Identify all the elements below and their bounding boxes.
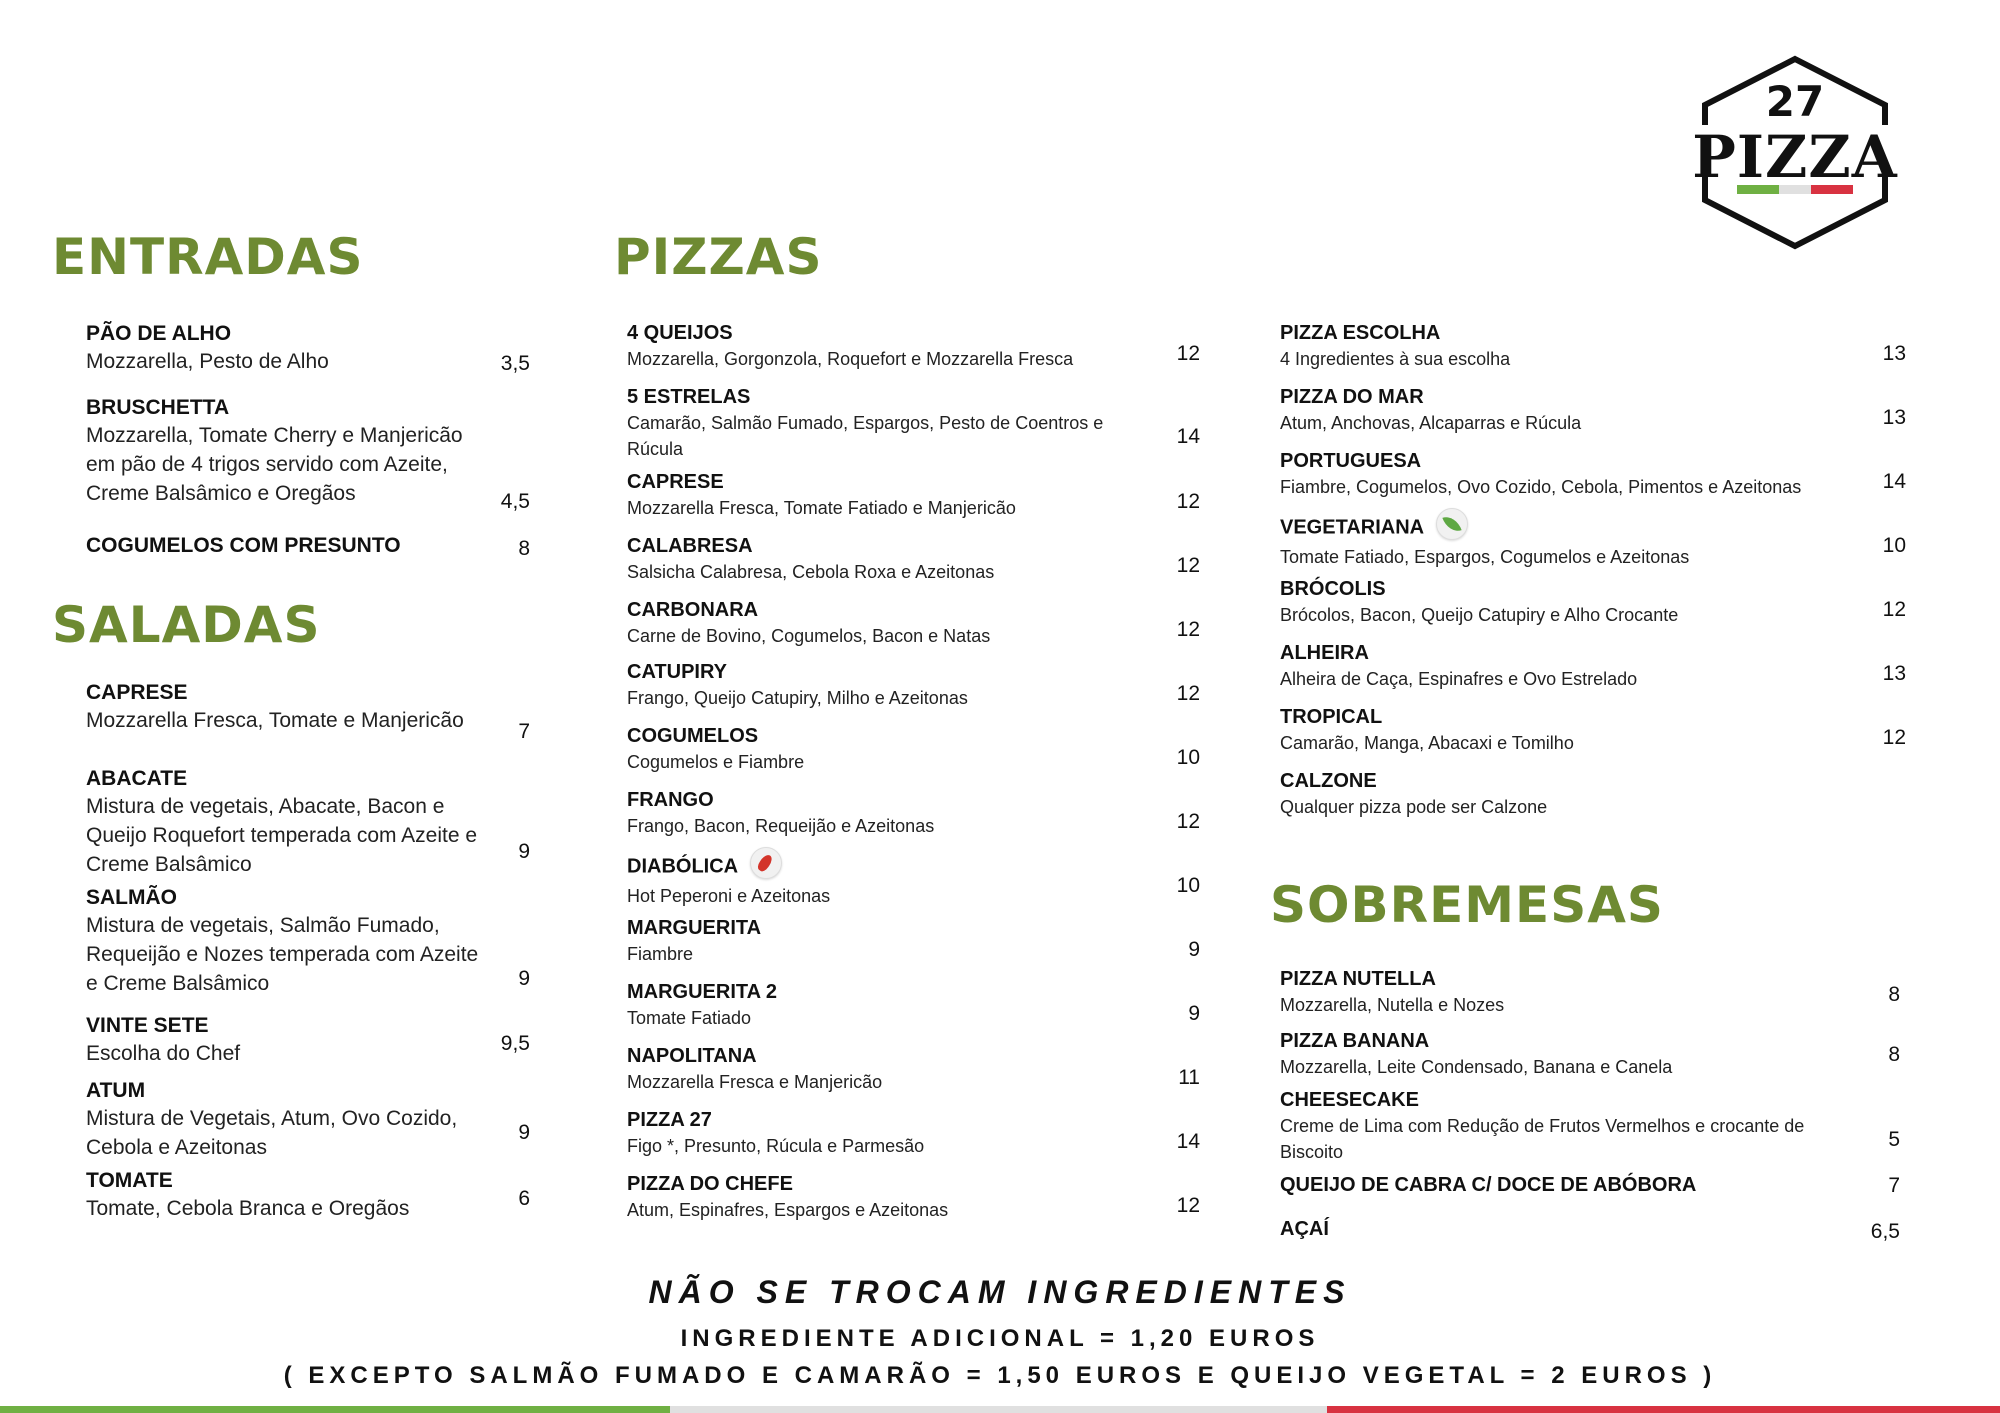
- item-price: 9: [1188, 1002, 1200, 1025]
- entradas-title: ENTRADAS: [52, 228, 364, 286]
- item-name: PIZZA DO CHEFE: [627, 1173, 793, 1195]
- menu-item: [1280, 1087, 1860, 1165]
- menu-item: [1280, 1216, 1860, 1242]
- item-desc: Mistura de vegetais, Abacate, Bacon e Queijo Roquefort temperada com Azeite e Creme Balsâmico: [86, 795, 478, 876]
- menu-item: [86, 395, 486, 508]
- menu-item: [627, 1043, 1147, 1095]
- item-price: 14: [1176, 1130, 1200, 1153]
- item-desc: Salsicha Calabresa, Cebola Roxa e Azeitonas: [627, 562, 995, 582]
- item-price: 13: [1882, 662, 1906, 685]
- item-price: 13: [1882, 342, 1906, 365]
- item-desc: Escolha do Chef: [86, 1042, 241, 1065]
- item-price: 9: [518, 840, 530, 863]
- item-name: CHEESECAKE: [1280, 1089, 1419, 1111]
- item-desc: Camarão, Manga, Abacaxi e Tomilho: [1280, 733, 1574, 753]
- menu-item: [1280, 576, 1860, 628]
- item-price: 6,5: [1870, 1220, 1900, 1243]
- flag-bar-red: [1327, 1406, 2000, 1413]
- item-desc: Mozzarella, Gorgonzola, Roquefort e Mozzarella Fresca: [627, 349, 1074, 369]
- logo-number: 27: [1765, 77, 1825, 126]
- menu-item: [627, 597, 1147, 649]
- menu-item: [1280, 640, 1860, 692]
- item-name: CALZONE: [1280, 770, 1377, 792]
- item-name: ATUM: [86, 1079, 146, 1102]
- menu-item: [627, 469, 1147, 521]
- item-price: 12: [1176, 342, 1200, 365]
- menu-item: [1280, 1172, 1860, 1198]
- item-desc: Hot Peperoni e Azeitonas: [627, 886, 831, 906]
- item-name-text: DIABÓLICA: [627, 855, 739, 878]
- item-price: 10: [1176, 874, 1200, 897]
- menu-item: [86, 321, 486, 376]
- item-name: MARGUERITA 2: [627, 981, 777, 1003]
- item-price: 12: [1176, 810, 1200, 833]
- flag-bar-white: [670, 1406, 1327, 1413]
- menu-item: [86, 1168, 486, 1223]
- item-desc: Tomate Fatiado: [627, 1008, 752, 1028]
- saladas-title: SALADAS: [52, 596, 321, 654]
- menu-item: [1280, 512, 1860, 570]
- item-price: 10: [1176, 746, 1200, 769]
- item-name: PORTUGUESA: [1280, 450, 1422, 472]
- item-desc: Mozzarella Fresca, Tomate Fatiado e Manjericão: [627, 498, 1016, 518]
- item-desc: Mozzarella Fresca e Manjericão: [627, 1072, 883, 1092]
- item-desc: Carne de Bovino, Cogumelos, Bacon e Natas: [627, 626, 991, 646]
- menu-item: [1280, 448, 1860, 500]
- item-name: ABACATE: [86, 767, 188, 790]
- item-price: 5: [1888, 1128, 1900, 1151]
- flag-bar-green: [0, 1406, 670, 1413]
- menu-item: [627, 915, 1147, 967]
- item-desc: 4 Ingredientes à sua escolha: [1280, 349, 1511, 369]
- item-price: 12: [1176, 682, 1200, 705]
- item-name: COGUMELOS COM PRESUNTO: [86, 534, 401, 557]
- item-price: 9: [518, 967, 530, 990]
- item-name: ALHEIRA: [1280, 642, 1369, 664]
- item-price: 9: [518, 1121, 530, 1144]
- menu-item: [627, 1171, 1147, 1223]
- item-name: AÇAÍ: [1280, 1218, 1329, 1240]
- item-name: CAPRESE: [86, 681, 188, 704]
- item-price: 4,5: [500, 490, 530, 513]
- item-name: PIZZA 27: [627, 1109, 712, 1131]
- item-price: 8: [1888, 1043, 1900, 1066]
- item-name: FRANGO: [627, 789, 714, 811]
- menu-item: [86, 885, 486, 998]
- menu-item: [1280, 768, 1860, 820]
- sobremesas-title: SOBREMESAS: [1270, 876, 1664, 934]
- leaf-icon: [1436, 508, 1468, 540]
- menu-item: [627, 1107, 1147, 1159]
- item-name-text: VEGETARIANA: [1280, 516, 1425, 539]
- item-desc: Mozzarella, Tomate Cherry e Manjericão em pão de 4 trigos servido com Azeite, Creme Balsâmico e Oregãos: [86, 424, 463, 505]
- item-desc: Qualquer pizza pode ser Calzone: [1280, 797, 1548, 817]
- item-name: NAPOLITANA: [627, 1045, 757, 1067]
- item-name: 4 QUEIJOS: [627, 322, 733, 344]
- item-desc: Mozzarella, Leite Condensado, Banana e Canela: [1280, 1057, 1673, 1077]
- logo: [1685, 55, 1905, 250]
- item-name: SALMÃO: [86, 886, 177, 909]
- footer-extra-ingredient: INGREDIENTE ADICIONAL = 1,20 EUROS: [680, 1325, 1320, 1352]
- footer-notice: NÃO SE TROCAM INGREDIENTES: [648, 1274, 1352, 1310]
- item-price: 12: [1882, 598, 1906, 621]
- item-price: 9: [1188, 938, 1200, 961]
- item-name: CALABRESA: [627, 535, 753, 557]
- item-desc: Atum, Anchovas, Alcaparras e Rúcula: [1280, 413, 1582, 433]
- item-desc: Fiambre, Cogumelos, Ovo Cozido, Cebola, Pimentos e Azeitonas: [1280, 477, 1802, 497]
- item-desc: Mistura de vegetais, Salmão Fumado, Requeijão e Nozes temperada com Azeite e Creme Balsâmico: [86, 914, 479, 995]
- item-name: QUEIJO DE CABRA C/ DOCE DE ABÓBORA: [1280, 1174, 1697, 1196]
- item-name: COGUMELOS: [627, 725, 759, 747]
- item-price: 8: [518, 537, 530, 560]
- menu-item: [86, 680, 486, 735]
- item-name: VINTE SETE: [86, 1014, 209, 1037]
- item-name: CATUPIRY: [627, 661, 727, 683]
- item-desc: Mistura de Vegetais, Atum, Ovo Cozido, Cebola e Azeitonas: [86, 1107, 458, 1159]
- item-price: 7: [1888, 1174, 1900, 1197]
- menu-item: [86, 1013, 486, 1068]
- item-name: TROPICAL: [1280, 706, 1383, 728]
- item-name: TOMATE: [86, 1169, 173, 1192]
- item-name: [1280, 512, 1860, 544]
- item-desc: Frango, Queijo Catupiry, Milho e Azeitonas: [627, 688, 968, 708]
- item-price: 6: [518, 1187, 530, 1210]
- item-desc: Atum, Espinafres, Espargos e Azeitonas: [627, 1200, 949, 1220]
- menu-item: [1280, 704, 1860, 756]
- item-price: 14: [1176, 425, 1200, 448]
- item-price: 3,5: [500, 352, 530, 375]
- item-desc: Brócolos, Bacon, Queijo Catupiry e Alho Crocante: [1280, 605, 1679, 625]
- item-price: 7: [518, 720, 530, 743]
- menu-item: [627, 787, 1147, 839]
- pizzas-title: PIZZAS: [614, 228, 823, 286]
- logo-word: PIZZA: [1692, 123, 1898, 191]
- item-name: MARGUERITA: [627, 917, 762, 939]
- menu-item: [1280, 320, 1860, 372]
- item-name: PIZZA BANANA: [1280, 1030, 1430, 1052]
- menu-item: [627, 723, 1147, 775]
- menu-item: [627, 659, 1147, 711]
- item-desc: Creme de Lima com Redução de Frutos Vermelhos e crocante de Biscoito: [1280, 1116, 1805, 1162]
- footer-exceptions: ( EXCEPTO SALMÃO FUMADO E CAMARÃO = 1,50 EUROS E QUEIJO VEGETAL = 2 EUROS ): [283, 1362, 1717, 1389]
- item-price: 8: [1888, 983, 1900, 1006]
- item-desc: Alheira de Caça, Espinafres e Ovo Estrelado: [1280, 669, 1638, 689]
- menu-item: [1280, 384, 1860, 436]
- item-price: 14: [1882, 470, 1906, 493]
- item-name: PIZZA DO MAR: [1280, 386, 1424, 408]
- item-desc: Mozzarella, Pesto de Alho: [86, 350, 329, 373]
- item-name: BRÓCOLIS: [1280, 578, 1386, 600]
- item-name: 5 ESTRELAS: [627, 386, 751, 408]
- item-price: 10: [1882, 534, 1906, 557]
- item-desc: Tomate Fatiado, Espargos, Cogumelos e Azeitonas: [1280, 547, 1690, 567]
- menu-item: [86, 766, 486, 879]
- menu-item: [1280, 966, 1860, 1018]
- item-price: 11: [1178, 1066, 1200, 1089]
- menu-item: [627, 384, 1147, 462]
- item-name: PIZZA NUTELLA: [1280, 968, 1436, 990]
- menu-item: [1280, 1028, 1860, 1080]
- item-name: CAPRESE: [627, 471, 724, 493]
- item-name: [627, 851, 1147, 883]
- menu-item: [86, 533, 486, 559]
- item-name: PÃO DE ALHO: [86, 322, 232, 345]
- menu-item: [86, 1078, 486, 1162]
- item-name: BRUSCHETTA: [86, 396, 230, 419]
- item-desc: Frango, Bacon, Requeijão e Azeitonas: [627, 816, 935, 836]
- menu-item: [627, 851, 1147, 909]
- item-price: 12: [1176, 554, 1200, 577]
- item-price: 12: [1176, 618, 1200, 641]
- item-price: 13: [1882, 406, 1906, 429]
- item-price: 12: [1176, 1194, 1200, 1217]
- item-price: 12: [1176, 490, 1200, 513]
- item-desc: Figo *, Presunto, Rúcula e Parmesão: [627, 1136, 925, 1156]
- item-desc: Cogumelos e Fiambre: [627, 752, 805, 772]
- item-desc: Camarão, Salmão Fumado, Espargos, Pesto de Coentros e Rúcula: [627, 413, 1104, 459]
- item-desc: Fiambre: [627, 944, 694, 964]
- chili-icon: [750, 847, 782, 879]
- menu-item: [627, 979, 1147, 1031]
- menu-item: [627, 320, 1147, 372]
- item-desc: Mozzarella, Nutella e Nozes: [1280, 995, 1505, 1015]
- item-price: 12: [1882, 726, 1906, 749]
- item-name: PIZZA ESCOLHA: [1280, 322, 1441, 344]
- item-desc: Mozzarella Fresca, Tomate e Manjericão: [86, 709, 464, 732]
- item-desc: Tomate, Cebola Branca e Oregãos: [86, 1197, 410, 1220]
- item-price: 9,5: [500, 1032, 530, 1055]
- menu-item: [627, 533, 1147, 585]
- item-name: CARBONARA: [627, 599, 759, 621]
